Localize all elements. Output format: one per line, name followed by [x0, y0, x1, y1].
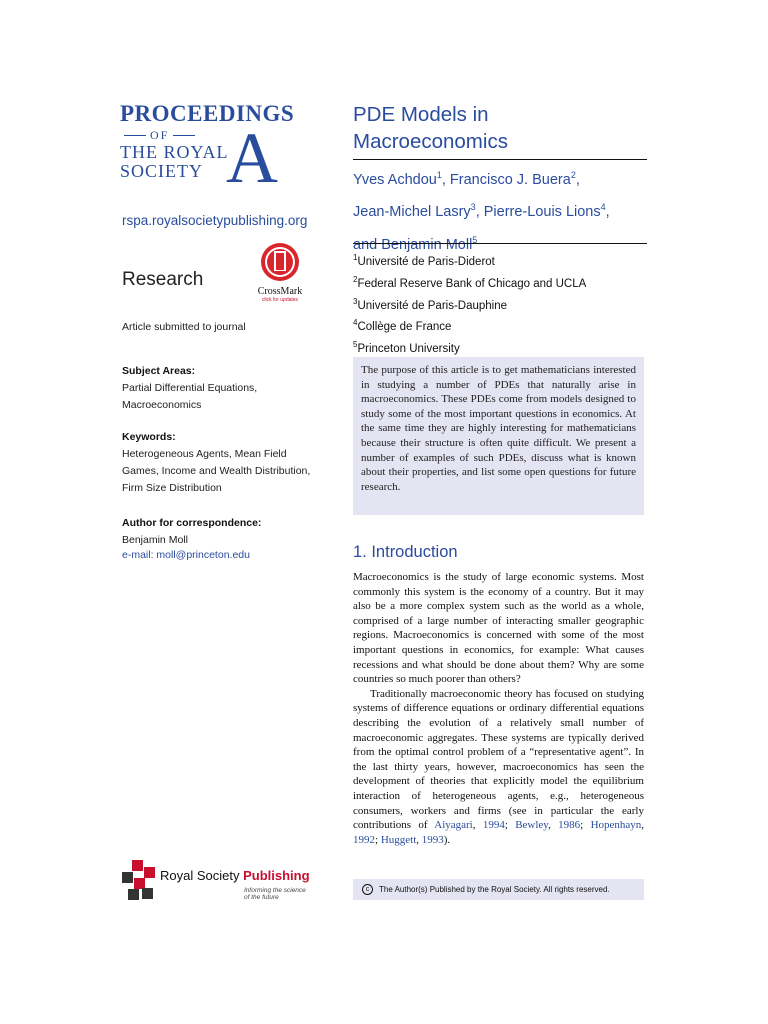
journal-letter: A	[226, 118, 278, 198]
paragraph: Macroeconomics is the study of large economic systems. Most commonly this system is the economy of a country. But it may also be a more complex system such as the world as a whole, comprised of a large number of interacting smaller geographic regions. Macroeconomics is concerned with some of the most important questions in economics, for example: What causes recessions and what should be done about them? Why are some countries so much poorer than others?	[353, 571, 644, 686]
journal-name-line1: PROCEEDINGS	[120, 101, 295, 126]
publisher-logo	[120, 858, 320, 903]
body-text	[353, 570, 644, 847]
journal-url[interactable]: rspa.royalsocietypublishing.org	[122, 213, 308, 228]
affiliation: $^2$Federal Reserve Bank of Chicago and UCLA	[353, 274, 587, 290]
affiliation: $^5$Princeton University	[353, 340, 460, 356]
publisher-name: Royal Society Publishing	[160, 868, 310, 883]
subject-areas-text: Partial Differential Equations, Macroeconomics	[122, 382, 258, 411]
author-name: Francisco J. Buera	[449, 171, 571, 188]
affiliation: $^4$Collège de France	[353, 318, 452, 334]
crossmark-label: CrossMark	[257, 286, 303, 297]
citation-link[interactable]: Hopenhayn	[590, 819, 642, 832]
subject-areas	[122, 365, 312, 414]
article-title	[353, 101, 643, 155]
citation-link[interactable]: 1986	[558, 819, 581, 832]
keywords-text: Heterogeneous Agents, Mean Field Games, Income and Wealth Distribution, Firm Size Distribution	[122, 448, 311, 494]
keywords	[122, 431, 312, 497]
affiliation-list	[353, 249, 586, 358]
copyright-bar	[353, 879, 644, 900]
author-name: Pierre-Louis Lions	[483, 204, 601, 221]
submission-status: Article submitted to journal	[122, 321, 246, 333]
logo-square-icon	[142, 888, 153, 899]
journal-name-of: OF	[150, 128, 170, 142]
logo-square-icon	[144, 867, 155, 878]
citation-link[interactable]: Huggett	[380, 833, 417, 846]
logo-square-icon	[132, 860, 143, 871]
section-heading: 1. Introduction	[353, 543, 458, 561]
author-rule	[353, 243, 647, 244]
correspondence	[122, 517, 312, 561]
journal-name-line4: SOCIETY	[120, 161, 203, 181]
citation-link[interactable]: 1994	[482, 819, 505, 832]
copyright-icon: c	[362, 884, 373, 895]
citation-link[interactable]: Bewley	[515, 819, 549, 832]
citation-link[interactable]: 1993	[421, 833, 444, 846]
affiliation: $^1$Université de Paris-Diderot	[353, 253, 495, 268]
title-rule	[353, 159, 647, 160]
crossmark-sublabel: click for updates	[261, 297, 299, 303]
author-name: and Benjamin Moll	[353, 236, 473, 253]
subject-areas-heading: Subject Areas:	[122, 365, 196, 377]
crossmark-icon	[255, 242, 305, 282]
logo-square-icon	[122, 872, 133, 883]
journal-logo	[120, 101, 295, 198]
citation-link[interactable]: Aiyagari	[434, 819, 473, 832]
journal-name-line3: THE ROYAL	[120, 142, 229, 162]
author-name: Yves Achdou	[353, 171, 437, 188]
keywords-heading: Keywords:	[122, 431, 176, 443]
citation-link[interactable]: 1992	[353, 833, 375, 846]
correspondence-name: Benjamin Moll	[122, 534, 188, 546]
correspondence-email[interactable]: e-mail: moll@princeton.edu	[122, 549, 250, 561]
article-title-line2: Macroeconomics	[353, 130, 508, 153]
author-list: Yves Achdou$^1$, Francisco J. Buera$^2$, Jean-Michel Lasry$^3$, Pierre-Louis Lions$^4$, and Benjamin Moll$^5$	[353, 170, 610, 253]
paragraph: Traditionally macroeconomic theory has focused on studying systems of difference equations or ordinary differential equations describing the evolution of a relatively small number of macroeconomic aggregates. These systems are typically derived from the optimal control problem of a “representative agent”. In the last thirty years, however, macroeconomics has seen the development of theories that explicitly model the equilibrium interaction of heterogeneous agents, e.g., heterogeneous consumers, workers and firms (see in particular the early contributions of Aiyagari, 1994; Bewley, 1986; Hopenhayn, 1992; Huggett, 1993).	[353, 687, 645, 846]
crossmark-badge[interactable]	[255, 242, 305, 303]
author-name: Jean-Michel Lasry	[353, 204, 471, 221]
article-type-label: Research	[122, 269, 204, 290]
copyright-text: The Author(s) Published by the Royal Society. All rights reserved.	[379, 885, 610, 894]
abstract-text: The purpose of this article is to get mathematicians interested in studying a number of PDEs that naturally arise in macroeconomics. These PDEs come from models designed to study some of the most important questions in economics. At the same time they are highly interesting for mathematicians because their structure is often quite difficult. We present a number of examples of such PDEs, discuss what is known about their properties, and list some open questions for future research.	[361, 364, 636, 493]
logo-square-icon	[128, 889, 139, 900]
publisher-tagline: Informing the science of the future	[244, 887, 306, 901]
correspondence-heading: Author for correspondence:	[122, 517, 262, 529]
abstract-box	[353, 357, 644, 515]
affiliation: $^3$Université de Paris-Dauphine	[353, 296, 508, 312]
article-title-line1: PDE Models in	[353, 103, 489, 126]
